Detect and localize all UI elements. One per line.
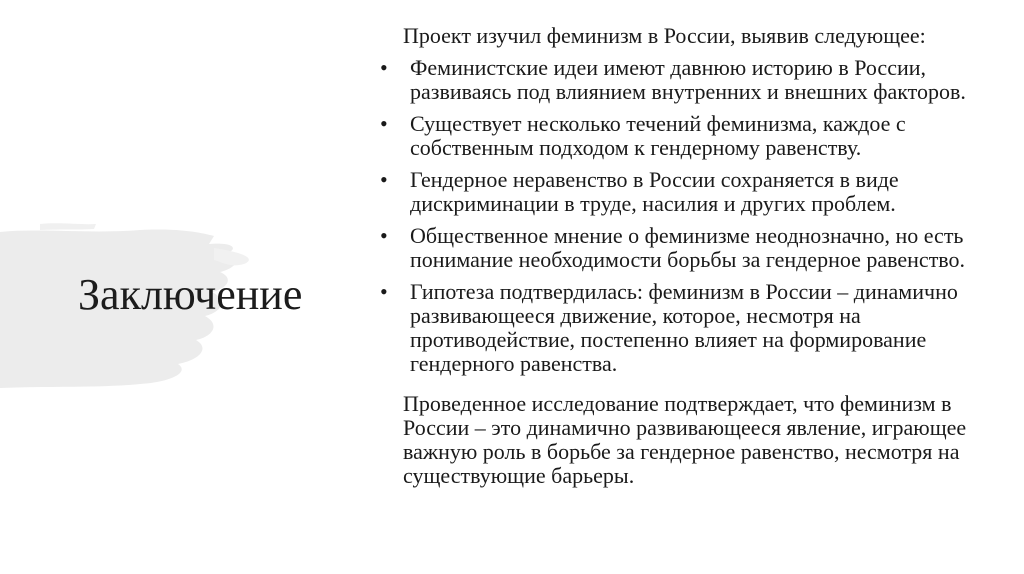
list-item [370,112,1010,160]
bullet-icon: • [380,279,388,304]
closing-text: Проведенное исследование подтверждает, что феминизм в России – это динамично развивающееся явление, играющее важную роль в борьбе за гендерное равенство, несмотря на существующие барьеры. [403,391,967,488]
bullet-icon: • [380,55,388,80]
list-item-text: Гендерное неравенство в России сохраняется в виде дискриминации в труде, насилия и других проблем. [410,167,899,216]
list-item-text: Феминистские идеи имеют давнюю историю в России, развиваясь под влиянием внутренних и внешних факторов. [410,55,966,104]
list-item-text: Гипотеза подтвердилась: феминизм в России – динамично развивающееся движение, которое, несмотря на противодействие, постепенно влияет на формирование гендерного равенства. [410,279,958,376]
intro-text: Проект изучил феминизм в России, выявив следующее: [403,23,926,48]
bullet-icon: • [380,223,388,248]
list-item [370,224,1010,272]
list-item-text: Общественное мнение о феминизме неоднозначно, но есть понимание необходимости борьбы за гендерное равенство. [410,223,966,272]
list-item [370,56,1010,104]
list-item [370,280,1010,376]
slide-title: Заключение [78,270,303,319]
findings-list [370,56,1010,376]
bullet-icon: • [380,111,388,136]
content-block [370,24,1010,488]
bullet-icon: • [380,167,388,192]
list-item [370,168,1010,216]
list-item-text: Существует несколько течений феминизма, каждое с собственным подходом к гендерному равенству. [410,111,906,160]
